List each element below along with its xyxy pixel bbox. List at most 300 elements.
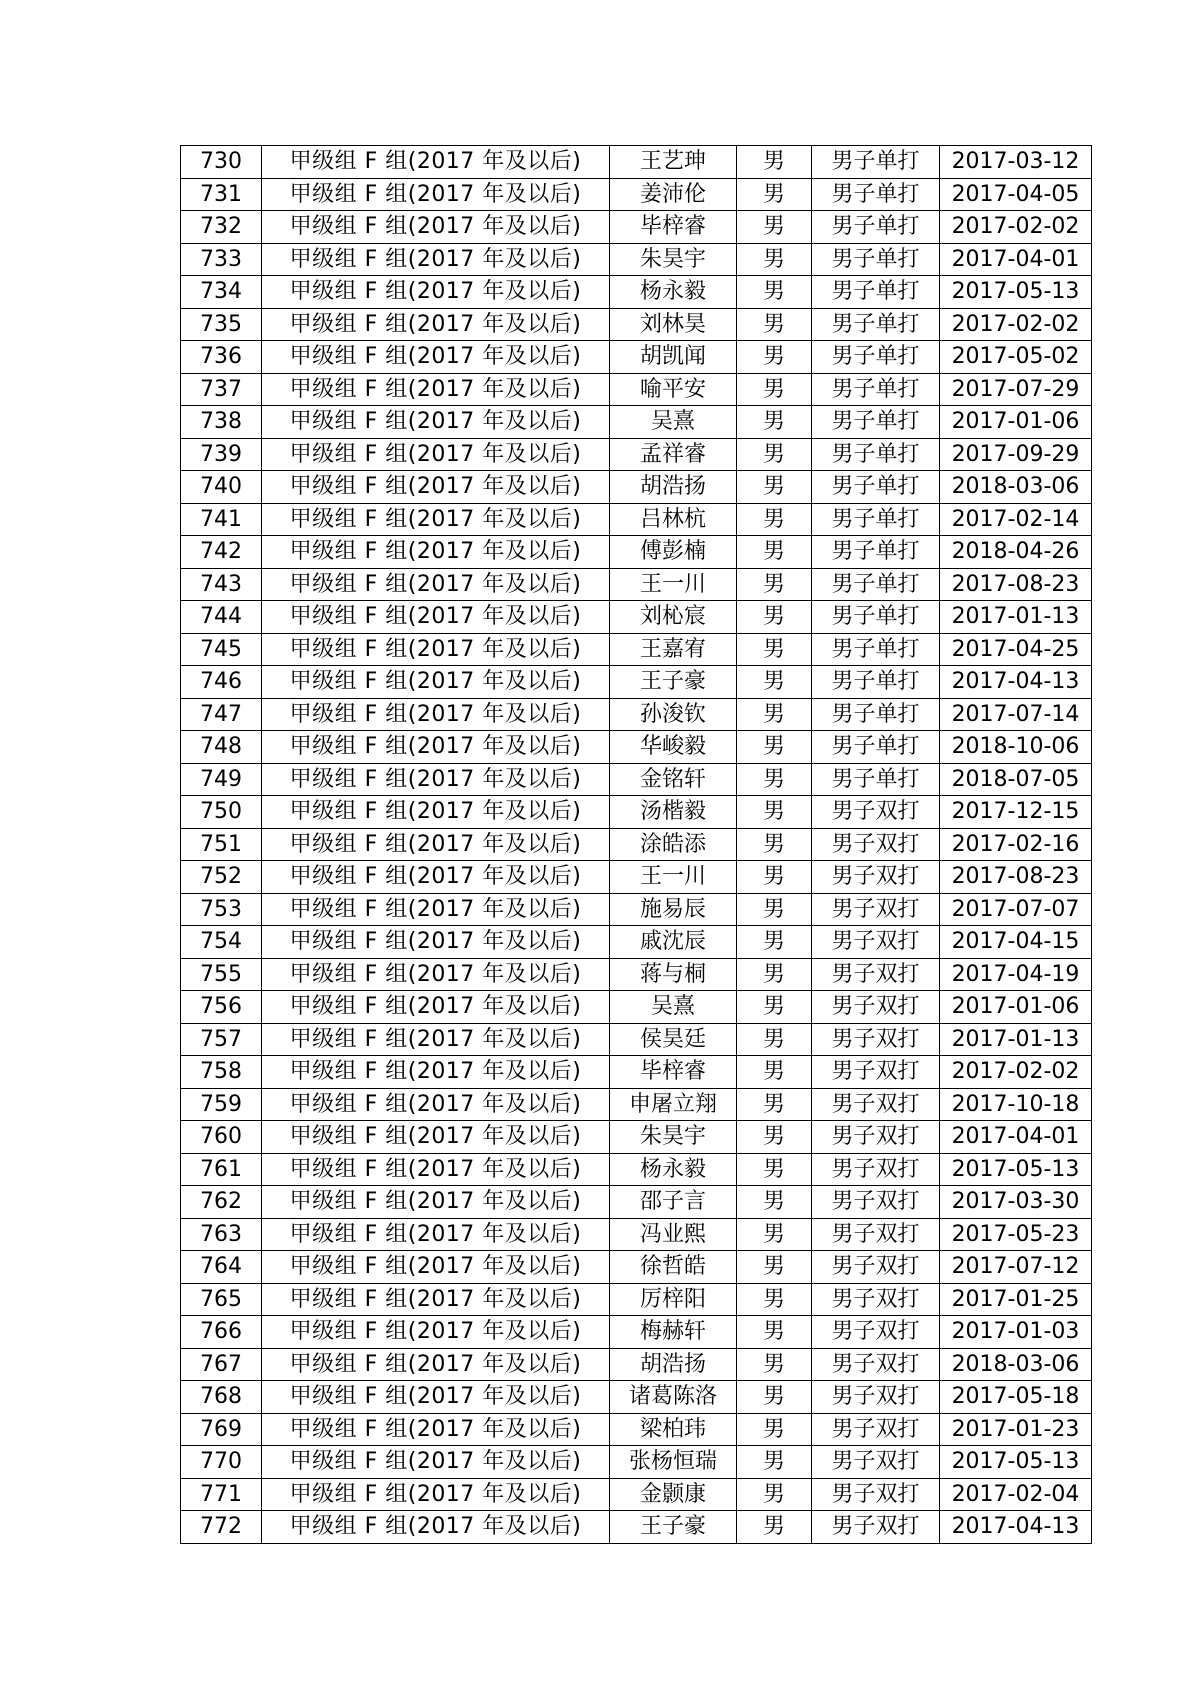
table-row <box>181 471 1092 504</box>
birth-date-cell: 2017-02-02 <box>940 211 1092 244</box>
table-row <box>181 568 1092 601</box>
group-cell: 甲级组 F 组(2017 年及以后) <box>262 536 610 569</box>
table-row <box>181 1121 1092 1154</box>
birth-date-cell: 2017-02-14 <box>940 503 1092 536</box>
table-row <box>181 633 1092 666</box>
player-name-cell: 毕梓睿 <box>610 1056 737 1089</box>
gender-cell: 男 <box>737 471 812 504</box>
player-name-cell: 汤楷毅 <box>610 796 737 829</box>
player-name-cell: 冯业熙 <box>610 1218 737 1251</box>
group-cell: 甲级组 F 组(2017 年及以后) <box>262 1121 610 1154</box>
birth-date-cell: 2017-05-13 <box>940 1153 1092 1186</box>
table-row <box>181 1446 1092 1479</box>
player-name-cell: 王一川 <box>610 568 737 601</box>
gender-cell: 男 <box>737 276 812 309</box>
birth-date-cell: 2017-05-13 <box>940 276 1092 309</box>
gender-cell: 男 <box>737 698 812 731</box>
table-row <box>181 601 1092 634</box>
entry-number-cell: 730 <box>181 146 262 179</box>
entry-number-cell: 744 <box>181 601 262 634</box>
entry-number-cell: 733 <box>181 243 262 276</box>
birth-date-cell: 2017-05-13 <box>940 1446 1092 1479</box>
entry-number-cell: 770 <box>181 1446 262 1479</box>
group-cell: 甲级组 F 组(2017 年及以后) <box>262 1023 610 1056</box>
birth-date-cell: 2018-04-26 <box>940 536 1092 569</box>
gender-cell: 男 <box>737 828 812 861</box>
group-cell: 甲级组 F 组(2017 年及以后) <box>262 926 610 959</box>
player-name-cell: 侯昊廷 <box>610 1023 737 1056</box>
birth-date-cell: 2017-08-23 <box>940 861 1092 894</box>
gender-cell: 男 <box>737 1511 812 1544</box>
birth-date-cell: 2017-07-14 <box>940 698 1092 731</box>
gender-cell: 男 <box>737 503 812 536</box>
table-row <box>181 828 1092 861</box>
entry-number-cell: 756 <box>181 991 262 1024</box>
player-name-cell: 杨永毅 <box>610 1153 737 1186</box>
entry-number-cell: 743 <box>181 568 262 601</box>
gender-cell: 男 <box>737 1413 812 1446</box>
gender-cell: 男 <box>737 1121 812 1154</box>
event-cell: 男子双打 <box>812 958 940 991</box>
player-name-cell: 张杨恒瑞 <box>610 1446 737 1479</box>
entry-number-cell: 736 <box>181 341 262 374</box>
entry-number-cell: 754 <box>181 926 262 959</box>
event-cell: 男子双打 <box>812 828 940 861</box>
event-cell: 男子双打 <box>812 1251 940 1284</box>
event-cell: 男子单打 <box>812 471 940 504</box>
event-cell: 男子双打 <box>812 1153 940 1186</box>
group-cell: 甲级组 F 组(2017 年及以后) <box>262 1218 610 1251</box>
event-cell: 男子单打 <box>812 731 940 764</box>
event-cell: 男子单打 <box>812 308 940 341</box>
entry-number-cell: 769 <box>181 1413 262 1446</box>
gender-cell: 男 <box>737 1218 812 1251</box>
event-cell: 男子双打 <box>812 1283 940 1316</box>
table-row <box>181 926 1092 959</box>
gender-cell: 男 <box>737 406 812 439</box>
entry-table <box>180 145 1092 1544</box>
entry-number-cell: 748 <box>181 731 262 764</box>
entry-number-cell: 747 <box>181 698 262 731</box>
entry-number-cell: 731 <box>181 178 262 211</box>
birth-date-cell: 2017-04-13 <box>940 1511 1092 1544</box>
group-cell: 甲级组 F 组(2017 年及以后) <box>262 861 610 894</box>
table-row <box>181 698 1092 731</box>
entry-number-cell: 761 <box>181 1153 262 1186</box>
player-name-cell: 喻平安 <box>610 373 737 406</box>
entry-number-cell: 763 <box>181 1218 262 1251</box>
table-row <box>181 1381 1092 1414</box>
table-row <box>181 991 1092 1024</box>
player-name-cell: 王嘉宥 <box>610 633 737 666</box>
table-row <box>181 308 1092 341</box>
table-row <box>181 861 1092 894</box>
player-name-cell: 金颢康 <box>610 1478 737 1511</box>
event-cell: 男子双打 <box>812 893 940 926</box>
group-cell: 甲级组 F 组(2017 年及以后) <box>262 471 610 504</box>
event-cell: 男子双打 <box>812 1511 940 1544</box>
entry-number-cell: 749 <box>181 763 262 796</box>
birth-date-cell: 2017-10-18 <box>940 1088 1092 1121</box>
gender-cell: 男 <box>737 308 812 341</box>
gender-cell: 男 <box>737 1446 812 1479</box>
table-row <box>181 438 1092 471</box>
player-name-cell: 华峻毅 <box>610 731 737 764</box>
entry-number-cell: 765 <box>181 1283 262 1316</box>
event-cell: 男子单打 <box>812 243 940 276</box>
table-row <box>181 1348 1092 1381</box>
event-cell: 男子双打 <box>812 1381 940 1414</box>
group-cell: 甲级组 F 组(2017 年及以后) <box>262 1153 610 1186</box>
group-cell: 甲级组 F 组(2017 年及以后) <box>262 146 610 179</box>
entry-number-cell: 739 <box>181 438 262 471</box>
gender-cell: 男 <box>737 1088 812 1121</box>
event-cell: 男子双打 <box>812 1186 940 1219</box>
entry-number-cell: 751 <box>181 828 262 861</box>
player-name-cell: 王艺珅 <box>610 146 737 179</box>
group-cell: 甲级组 F 组(2017 年及以后) <box>262 763 610 796</box>
entry-number-cell: 745 <box>181 633 262 666</box>
group-cell: 甲级组 F 组(2017 年及以后) <box>262 1251 610 1284</box>
gender-cell: 男 <box>737 146 812 179</box>
gender-cell: 男 <box>737 601 812 634</box>
group-cell: 甲级组 F 组(2017 年及以后) <box>262 406 610 439</box>
entry-number-cell: 752 <box>181 861 262 894</box>
event-cell: 男子双打 <box>812 861 940 894</box>
birth-date-cell: 2017-07-07 <box>940 893 1092 926</box>
birth-date-cell: 2017-07-29 <box>940 373 1092 406</box>
table-row <box>181 796 1092 829</box>
group-cell: 甲级组 F 组(2017 年及以后) <box>262 796 610 829</box>
player-name-cell: 徐哲皓 <box>610 1251 737 1284</box>
group-cell: 甲级组 F 组(2017 年及以后) <box>262 828 610 861</box>
birth-date-cell: 2017-04-01 <box>940 243 1092 276</box>
table-row <box>181 276 1092 309</box>
group-cell: 甲级组 F 组(2017 年及以后) <box>262 438 610 471</box>
player-name-cell: 刘杺宸 <box>610 601 737 634</box>
birth-date-cell: 2017-04-19 <box>940 958 1092 991</box>
player-name-cell: 刘林昊 <box>610 308 737 341</box>
event-cell: 男子单打 <box>812 146 940 179</box>
player-name-cell: 吴熹 <box>610 406 737 439</box>
event-cell: 男子单打 <box>812 406 940 439</box>
event-cell: 男子双打 <box>812 926 940 959</box>
birth-date-cell: 2017-01-25 <box>940 1283 1092 1316</box>
gender-cell: 男 <box>737 1283 812 1316</box>
player-name-cell: 梅赫轩 <box>610 1316 737 1349</box>
table-row <box>181 731 1092 764</box>
entry-number-cell: 746 <box>181 666 262 699</box>
birth-date-cell: 2017-02-16 <box>940 828 1092 861</box>
group-cell: 甲级组 F 组(2017 年及以后) <box>262 211 610 244</box>
gender-cell: 男 <box>737 536 812 569</box>
player-name-cell: 杨永毅 <box>610 276 737 309</box>
group-cell: 甲级组 F 组(2017 年及以后) <box>262 1446 610 1479</box>
gender-cell: 男 <box>737 1381 812 1414</box>
player-name-cell: 戚沈辰 <box>610 926 737 959</box>
gender-cell: 男 <box>737 243 812 276</box>
birth-date-cell: 2017-12-15 <box>940 796 1092 829</box>
entry-number-cell: 738 <box>181 406 262 439</box>
entry-number-cell: 750 <box>181 796 262 829</box>
table-row <box>181 666 1092 699</box>
entry-number-cell: 760 <box>181 1121 262 1154</box>
birth-date-cell: 2017-01-23 <box>940 1413 1092 1446</box>
birth-date-cell: 2018-03-06 <box>940 471 1092 504</box>
birth-date-cell: 2017-01-13 <box>940 1023 1092 1056</box>
entry-number-cell: 767 <box>181 1348 262 1381</box>
player-name-cell: 胡浩扬 <box>610 471 737 504</box>
player-name-cell: 胡浩扬 <box>610 1348 737 1381</box>
gender-cell: 男 <box>737 1316 812 1349</box>
birth-date-cell: 2017-02-02 <box>940 308 1092 341</box>
entry-number-cell: 755 <box>181 958 262 991</box>
player-name-cell: 邵子言 <box>610 1186 737 1219</box>
birth-date-cell: 2017-02-04 <box>940 1478 1092 1511</box>
gender-cell: 男 <box>737 926 812 959</box>
gender-cell: 男 <box>737 666 812 699</box>
gender-cell: 男 <box>737 1023 812 1056</box>
group-cell: 甲级组 F 组(2017 年及以后) <box>262 633 610 666</box>
gender-cell: 男 <box>737 1153 812 1186</box>
event-cell: 男子双打 <box>812 1056 940 1089</box>
gender-cell: 男 <box>737 893 812 926</box>
event-cell: 男子单打 <box>812 178 940 211</box>
event-cell: 男子单打 <box>812 698 940 731</box>
player-name-cell: 厉梓阳 <box>610 1283 737 1316</box>
gender-cell: 男 <box>737 1056 812 1089</box>
birth-date-cell: 2017-01-13 <box>940 601 1092 634</box>
group-cell: 甲级组 F 组(2017 年及以后) <box>262 666 610 699</box>
gender-cell: 男 <box>737 1478 812 1511</box>
group-cell: 甲级组 F 组(2017 年及以后) <box>262 1511 610 1544</box>
entry-number-cell: 759 <box>181 1088 262 1121</box>
table-row <box>181 1478 1092 1511</box>
table-row <box>181 1251 1092 1284</box>
entry-number-cell: 753 <box>181 893 262 926</box>
table-row <box>181 1186 1092 1219</box>
event-cell: 男子双打 <box>812 1413 940 1446</box>
group-cell: 甲级组 F 组(2017 年及以后) <box>262 503 610 536</box>
group-cell: 甲级组 F 组(2017 年及以后) <box>262 731 610 764</box>
birth-date-cell: 2017-01-06 <box>940 991 1092 1024</box>
player-name-cell: 涂皓添 <box>610 828 737 861</box>
table-row <box>181 503 1092 536</box>
event-cell: 男子单打 <box>812 503 940 536</box>
table-row <box>181 1283 1092 1316</box>
table-row <box>181 958 1092 991</box>
table-row <box>181 373 1092 406</box>
group-cell: 甲级组 F 组(2017 年及以后) <box>262 1413 610 1446</box>
birth-date-cell: 2017-03-30 <box>940 1186 1092 1219</box>
gender-cell: 男 <box>737 763 812 796</box>
table-row <box>181 1316 1092 1349</box>
table-row <box>181 211 1092 244</box>
player-name-cell: 孟祥睿 <box>610 438 737 471</box>
player-name-cell: 朱昊宇 <box>610 243 737 276</box>
event-cell: 男子单打 <box>812 633 940 666</box>
table-row <box>181 1511 1092 1544</box>
group-cell: 甲级组 F 组(2017 年及以后) <box>262 1316 610 1349</box>
event-cell: 男子单打 <box>812 276 940 309</box>
gender-cell: 男 <box>737 341 812 374</box>
group-cell: 甲级组 F 组(2017 年及以后) <box>262 308 610 341</box>
player-name-cell: 胡凯闻 <box>610 341 737 374</box>
gender-cell: 男 <box>737 373 812 406</box>
group-cell: 甲级组 F 组(2017 年及以后) <box>262 1478 610 1511</box>
birth-date-cell: 2018-10-06 <box>940 731 1092 764</box>
entry-number-cell: 741 <box>181 503 262 536</box>
gender-cell: 男 <box>737 211 812 244</box>
gender-cell: 男 <box>737 178 812 211</box>
group-cell: 甲级组 F 组(2017 年及以后) <box>262 1088 610 1121</box>
entry-number-cell: 734 <box>181 276 262 309</box>
birth-date-cell: 2017-05-18 <box>940 1381 1092 1414</box>
birth-date-cell: 2017-07-12 <box>940 1251 1092 1284</box>
player-name-cell: 朱昊宇 <box>610 1121 737 1154</box>
event-cell: 男子双打 <box>812 1316 940 1349</box>
birth-date-cell: 2017-04-13 <box>940 666 1092 699</box>
entry-number-cell: 766 <box>181 1316 262 1349</box>
player-name-cell: 孙浚钦 <box>610 698 737 731</box>
birth-date-cell: 2017-04-15 <box>940 926 1092 959</box>
event-cell: 男子双打 <box>812 1088 940 1121</box>
player-name-cell: 王子豪 <box>610 666 737 699</box>
table-row <box>181 1088 1092 1121</box>
birth-date-cell: 2017-05-23 <box>940 1218 1092 1251</box>
group-cell: 甲级组 F 组(2017 年及以后) <box>262 1056 610 1089</box>
entry-number-cell: 742 <box>181 536 262 569</box>
gender-cell: 男 <box>737 633 812 666</box>
gender-cell: 男 <box>737 796 812 829</box>
event-cell: 男子双打 <box>812 1478 940 1511</box>
entry-number-cell: 737 <box>181 373 262 406</box>
event-cell: 男子单打 <box>812 568 940 601</box>
birth-date-cell: 2018-03-06 <box>940 1348 1092 1381</box>
event-cell: 男子双打 <box>812 796 940 829</box>
group-cell: 甲级组 F 组(2017 年及以后) <box>262 243 610 276</box>
player-name-cell: 申屠立翔 <box>610 1088 737 1121</box>
gender-cell: 男 <box>737 438 812 471</box>
table-row <box>181 1413 1092 1446</box>
player-name-cell: 王子豪 <box>610 1511 737 1544</box>
event-cell: 男子双打 <box>812 1023 940 1056</box>
group-cell: 甲级组 F 组(2017 年及以后) <box>262 1381 610 1414</box>
table-row <box>181 178 1092 211</box>
entry-table-body <box>181 146 1092 1544</box>
player-name-cell: 施易辰 <box>610 893 737 926</box>
table-row <box>181 893 1092 926</box>
player-name-cell: 傅彭楠 <box>610 536 737 569</box>
gender-cell: 男 <box>737 1186 812 1219</box>
event-cell: 男子单打 <box>812 373 940 406</box>
entry-number-cell: 758 <box>181 1056 262 1089</box>
table-row <box>181 763 1092 796</box>
event-cell: 男子双打 <box>812 1348 940 1381</box>
group-cell: 甲级组 F 组(2017 年及以后) <box>262 341 610 374</box>
group-cell: 甲级组 F 组(2017 年及以后) <box>262 601 610 634</box>
table-row <box>181 1023 1092 1056</box>
gender-cell: 男 <box>737 991 812 1024</box>
player-name-cell: 蒋与桐 <box>610 958 737 991</box>
gender-cell: 男 <box>737 731 812 764</box>
entry-number-cell: 762 <box>181 1186 262 1219</box>
player-name-cell: 吕林杭 <box>610 503 737 536</box>
entry-number-cell: 772 <box>181 1511 262 1544</box>
table-row <box>181 1056 1092 1089</box>
table-row <box>181 536 1092 569</box>
event-cell: 男子单打 <box>812 536 940 569</box>
gender-cell: 男 <box>737 958 812 991</box>
birth-date-cell: 2017-02-02 <box>940 1056 1092 1089</box>
birth-date-cell: 2017-09-29 <box>940 438 1092 471</box>
entry-number-cell: 764 <box>181 1251 262 1284</box>
gender-cell: 男 <box>737 1348 812 1381</box>
birth-date-cell: 2017-05-02 <box>940 341 1092 374</box>
birth-date-cell: 2017-04-25 <box>940 633 1092 666</box>
entry-number-cell: 740 <box>181 471 262 504</box>
group-cell: 甲级组 F 组(2017 年及以后) <box>262 1348 610 1381</box>
entry-number-cell: 735 <box>181 308 262 341</box>
group-cell: 甲级组 F 组(2017 年及以后) <box>262 698 610 731</box>
event-cell: 男子双打 <box>812 1446 940 1479</box>
group-cell: 甲级组 F 组(2017 年及以后) <box>262 1283 610 1316</box>
group-cell: 甲级组 F 组(2017 年及以后) <box>262 568 610 601</box>
event-cell: 男子单打 <box>812 763 940 796</box>
player-name-cell: 姜沛伦 <box>610 178 737 211</box>
table-row <box>181 146 1092 179</box>
birth-date-cell: 2017-08-23 <box>940 568 1092 601</box>
table-row <box>181 341 1092 374</box>
gender-cell: 男 <box>737 861 812 894</box>
entry-number-cell: 768 <box>181 1381 262 1414</box>
birth-date-cell: 2018-07-05 <box>940 763 1092 796</box>
player-name-cell: 吴熹 <box>610 991 737 1024</box>
event-cell: 男子单打 <box>812 211 940 244</box>
table-row <box>181 1218 1092 1251</box>
event-cell: 男子单打 <box>812 601 940 634</box>
group-cell: 甲级组 F 组(2017 年及以后) <box>262 178 610 211</box>
player-name-cell: 王一川 <box>610 861 737 894</box>
birth-date-cell: 2017-04-01 <box>940 1121 1092 1154</box>
event-cell: 男子单打 <box>812 341 940 374</box>
table-row <box>181 1153 1092 1186</box>
group-cell: 甲级组 F 组(2017 年及以后) <box>262 373 610 406</box>
event-cell: 男子双打 <box>812 1218 940 1251</box>
player-name-cell: 金铭轩 <box>610 763 737 796</box>
entry-number-cell: 771 <box>181 1478 262 1511</box>
event-cell: 男子单打 <box>812 438 940 471</box>
event-cell: 男子双打 <box>812 991 940 1024</box>
player-name-cell: 诸葛陈洛 <box>610 1381 737 1414</box>
gender-cell: 男 <box>737 1251 812 1284</box>
group-cell: 甲级组 F 组(2017 年及以后) <box>262 958 610 991</box>
group-cell: 甲级组 F 组(2017 年及以后) <box>262 1186 610 1219</box>
group-cell: 甲级组 F 组(2017 年及以后) <box>262 276 610 309</box>
table-row <box>181 243 1092 276</box>
entry-number-cell: 732 <box>181 211 262 244</box>
event-cell: 男子双打 <box>812 1121 940 1154</box>
group-cell: 甲级组 F 组(2017 年及以后) <box>262 991 610 1024</box>
gender-cell: 男 <box>737 568 812 601</box>
table-row <box>181 406 1092 439</box>
birth-date-cell: 2017-01-03 <box>940 1316 1092 1349</box>
group-cell: 甲级组 F 组(2017 年及以后) <box>262 893 610 926</box>
birth-date-cell: 2017-01-06 <box>940 406 1092 439</box>
birth-date-cell: 2017-04-05 <box>940 178 1092 211</box>
event-cell: 男子单打 <box>812 666 940 699</box>
entry-number-cell: 757 <box>181 1023 262 1056</box>
